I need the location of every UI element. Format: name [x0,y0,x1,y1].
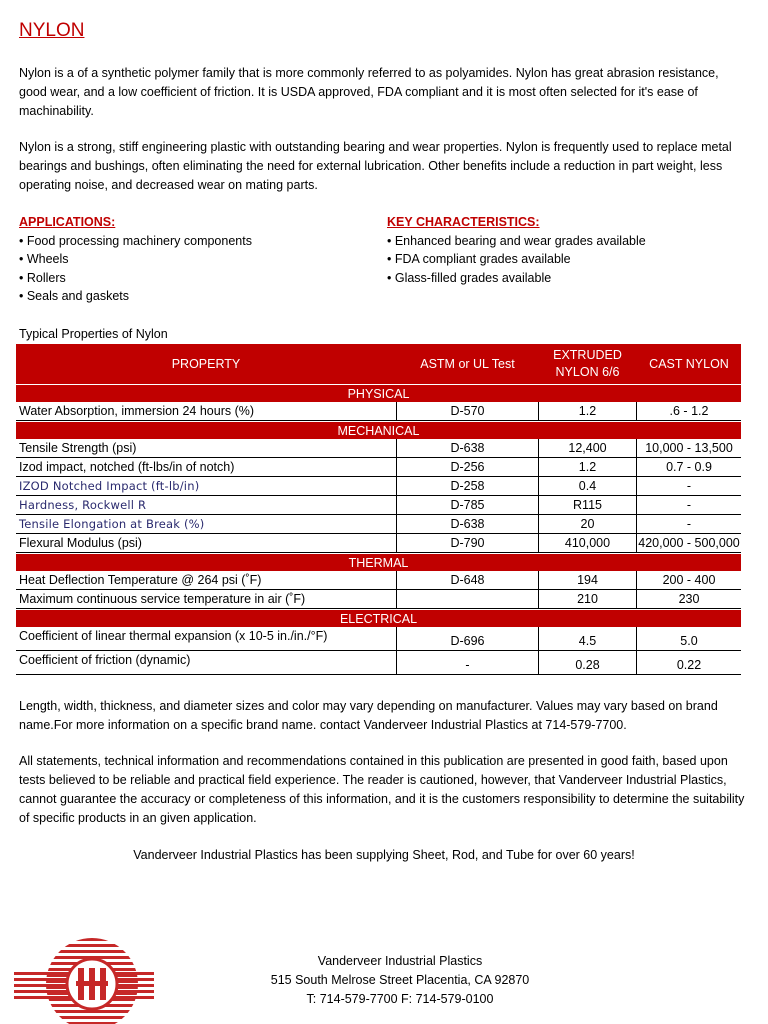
intro-paragraph-1: Nylon is a of a synthetic polymer family that is more commonly referred to as polyamides. Nylon has great abrasion resistance, good wear, and a low coefficient of friction. It is USDA approved, FDA compliant and it is most often selected for it's ease of machinability. [19,66,719,118]
table-row [16,627,741,651]
header-astm: ASTM or UL Test [396,344,538,384]
table-row [16,571,741,590]
list-item: • Seals and gaskets [19,289,129,303]
cell-extruded: 410,000 [538,534,636,552]
cell-astm: D-648 [396,571,538,589]
cell-extruded: 12,400 [538,439,636,457]
vanderveer-logo-icon [14,928,154,1024]
cell-extruded: 210 [538,590,636,608]
cell-astm: - [396,651,538,674]
cell-astm: D-570 [396,402,538,420]
cell-property: IZOD Notched Impact (ft-lb/in) [19,479,200,493]
section-mechanical: MECHANICAL [16,421,741,439]
applications-heading: APPLICATIONS: [19,215,116,229]
list-item: • Glass-filled grades available [387,270,552,285]
cell-extruded: 1.2 [538,458,636,476]
table-row [16,496,741,515]
list-item: • Food processing machinery components [19,233,252,248]
list-item: • Enhanced bearing and wear grades available [387,233,646,248]
list-item: • Wheels [19,252,69,266]
cell-cast: 230 [636,590,741,608]
table-row [16,402,741,421]
cell-cast: 10,000 - 13,500 [636,439,741,457]
cell-property: Heat Deflection Temperature @ 264 psi (˚F) [19,573,262,587]
cell-cast: - [636,496,741,514]
note-paragraph-1: Length, width, thickness, and diameter sizes and color may vary depending on manufacturer. Values may vary based on brand name.For more information on a specific brand name. contact Vanderveer Industrial Plastics at 714-579-7700. [19,699,718,732]
list-item: • Rollers [19,270,66,285]
table-row [16,534,741,553]
header-property: PROPERTY [171,356,241,371]
cell-astm: D-790 [396,534,538,552]
table-row [16,439,741,458]
cell-astm: D-258 [396,477,538,495]
table-row [16,477,741,496]
cell-extruded: R115 [538,496,636,514]
key-characteristics-section [387,213,747,287]
cell-cast: - [636,477,741,495]
properties-table [16,344,741,675]
cell-cast: 0.7 - 0.9 [636,458,741,476]
cell-astm: D-696 [396,627,538,650]
cell-astm: D-785 [396,496,538,514]
header-extruded-line1: EXTRUDED [553,348,622,362]
cell-extruded: 1.2 [538,402,636,420]
footer-company: Vanderveer Industrial Plastics [317,954,483,968]
cell-property: Flexural Modulus (psi) [19,536,142,550]
table-caption: Typical Properties of Nylon [19,327,168,341]
list-item: • FDA compliant grades available [387,252,571,266]
cell-extruded: 0.4 [538,477,636,495]
cell-extruded: 0.28 [538,651,636,674]
cell-cast: 5.0 [636,627,741,650]
header-extruded [538,344,636,384]
table-row [16,458,741,477]
cell-extruded: 194 [538,571,636,589]
cell-astm: D-638 [396,439,538,457]
intro-paragraph-2: Nylon is a strong, stiff engineering plastic with outstanding bearing and wear properties. Nylon is frequently used to replace metal bearings and bushings, often eliminating the need for external lubrication. Other benefits include a reduction in part weight, less operating noise, and decreased wear on mating parts. [19,140,732,192]
cell-property: Coefficient of friction (dynamic) [19,653,191,667]
header-cast: CAST NYLON [636,344,741,384]
cell-cast: .6 - 1.2 [636,402,741,420]
cell-property: Water Absorption, immersion 24 hours (%) [19,404,255,418]
cell-property: Coefficient of linear thermal expansion (x 10-5 in./in./°F) [19,629,328,643]
cell-astm: D-638 [396,515,538,533]
cell-astm: D-256 [396,458,538,476]
page-title: NYLON [19,20,85,41]
footer-phone: T: 714-579-7700 F: 714-579-0100 [306,992,494,1006]
cell-property: Tensile Elongation at Break (%) [19,517,205,531]
cell-extruded: 20 [538,515,636,533]
cell-cast: 0.22 [636,651,741,674]
section-physical: PHYSICAL [16,384,741,402]
cell-cast: 420,000 - 500,000 [636,534,741,552]
note-paragraph-2: All statements, technical information and recommendations contained in this publication are presented in good faith, based upon tests believed to be reliable and practical field experience. The reader is cautioned, however, that Vanderveer Industrial Plastics, cannot guarantee the accuracy or completeness of this information, and it is the customers responsibility to determine the suitability of specific products in an given application. [19,754,745,825]
cell-property: Tensile Strength (psi) [19,441,137,455]
footer-address: 515 South Melrose Street Placentia, CA 92870 [270,973,530,987]
cell-property: Hardness, Rockwell R [19,498,147,512]
section-electrical: ELECTRICAL [16,609,741,627]
cell-cast: - [636,515,741,533]
table-header-row [16,344,741,384]
applications-section [19,213,369,306]
key-characteristics-heading: KEY CHARACTERISTICS: [387,215,540,229]
cell-property: Izod impact, notched (ft-lbs/in of notch) [19,460,235,474]
cell-extruded: 4.5 [538,627,636,650]
cell-cast: 200 - 400 [636,571,741,589]
table-row [16,590,741,609]
header-extruded-line2: NYLON 6/6 [555,365,620,379]
cell-property: Maximum continuous service temperature in air (˚F) [19,592,306,606]
table-row [16,651,741,675]
table-row [16,515,741,534]
cell-astm [396,590,538,608]
section-thermal: THERMAL [16,553,741,571]
tagline: Vanderveer Industrial Plastics has been supplying Sheet, Rod, and Tube for over 60 years! [133,848,635,862]
